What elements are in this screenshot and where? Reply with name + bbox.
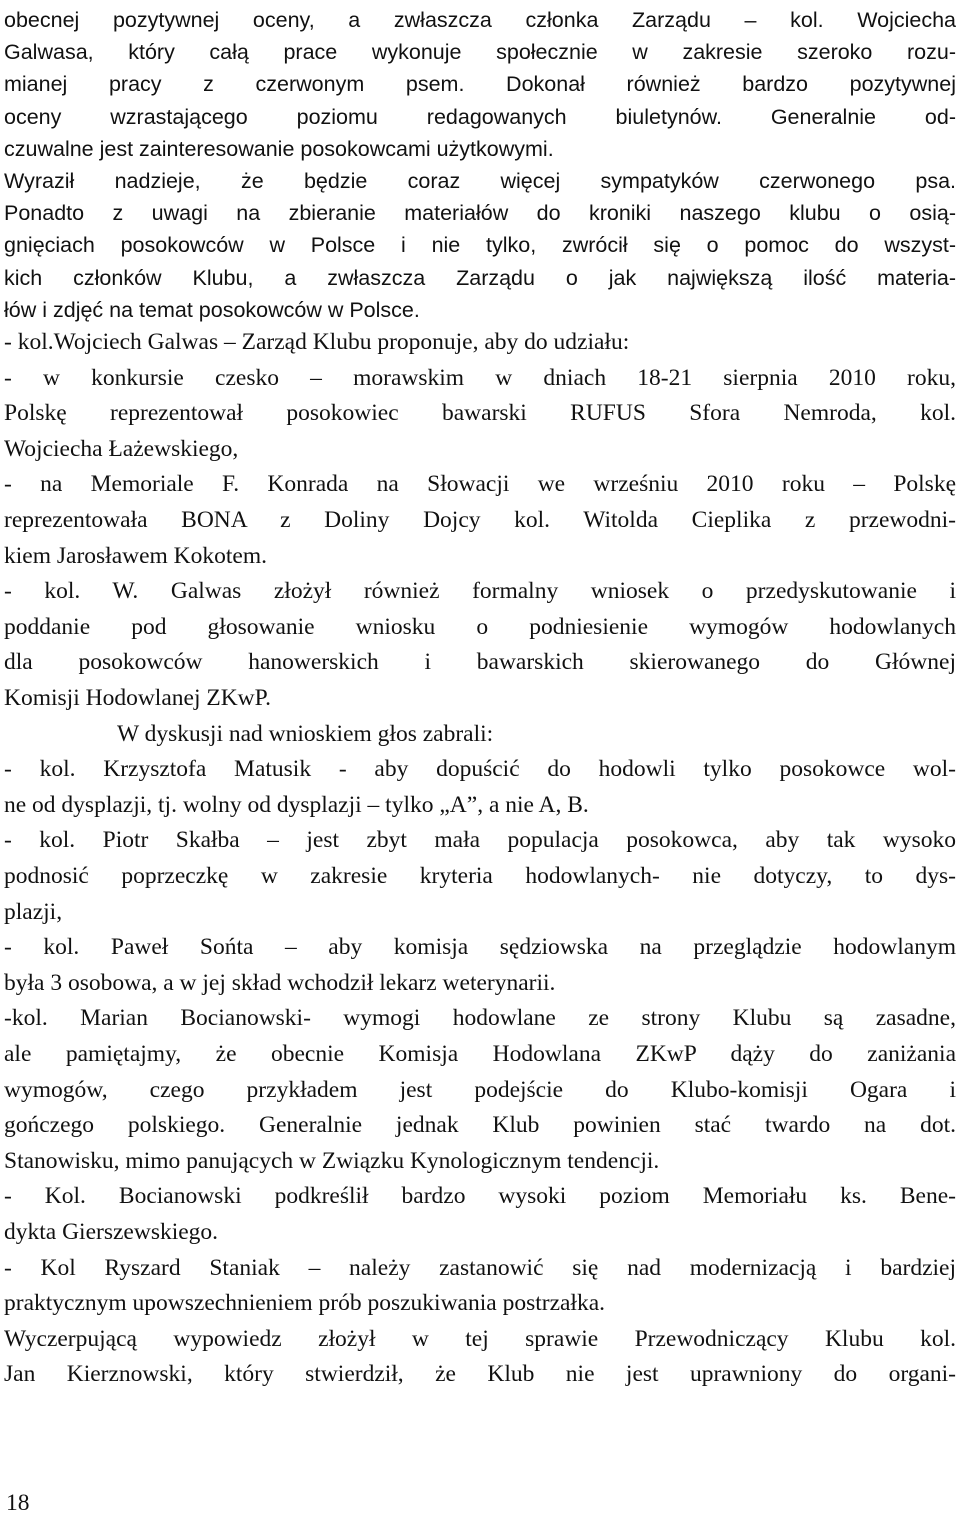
text-line: W dyskusji nad wnioskiem głos zabrali:: [117, 720, 494, 747]
text-line: praktycznym upowszechnieniem prób poszukiwania postrzałka.: [4, 1290, 606, 1317]
page-number: 18: [6, 1490, 30, 1516]
text-line: plazji,: [4, 898, 63, 925]
text-line: reprezentowała BONA z Doliny Dojcy kol. Witolda Cieplika z przewodni-: [4, 507, 956, 533]
text-line: - Kol. Bocianowski podkreślił bardzo wysoki poziom Memoriału ks. Bene-: [4, 1183, 956, 1210]
text-line: - kol.Wojciech Galwas – Zarząd Klubu proponuje, aby do udziału:: [4, 329, 630, 355]
text-line: - kol. Krzysztofa Matusik - aby dopuścić do hodowli tylko posokowce wol-: [4, 756, 956, 783]
text-line: - na Memoriale F. Konrada na Słowacji we wrześniu 2010 roku – Polskę: [4, 471, 956, 498]
text-line: - w konkursie czesko – morawskim w dniach 18-21 sierpnia 2010 roku,: [4, 364, 956, 391]
text-line: dla posokowców hanowerskich i bawarskich skierowanego do Głównej: [4, 649, 956, 676]
text-line: kiem Jarosławem Kokotem.: [4, 542, 268, 569]
text-line: - kol. Piotr Skałba – jest zbyt mała populacja posokowca, aby tak wysoko: [4, 827, 956, 854]
text-line: mianej pracy z czerwonym psem. Dokonał również bardzo pozytywnej: [4, 72, 956, 97]
text-line: -kol. Marian Bocianowski- wymogi hodowlane ze strony Klubu są zasadne,: [4, 1005, 956, 1032]
text-line: łów i zdjęć na temat posokowców w Polsce.: [4, 297, 420, 322]
text-line: czuwalne jest zainteresowanie posokowcami użytkowymi.: [4, 136, 554, 161]
text-line: podnosić poprzeczkę w zakresie kryteria hodowlanych- nie dotyczy, to dys-: [4, 863, 956, 889]
text-line: obecnej pozytywnej oceny, a zwłaszcza członka Zarządu – kol. Wojciecha: [4, 8, 956, 32]
text-line: Wyraził nadzieje, że będzie coraz więcej sympatyków czerwonego psa.: [4, 169, 956, 193]
text-line: Wojciecha Łażewskiego,: [4, 435, 239, 462]
text-line: Wyczerpującą wypowiedz złożył w tej sprawie Przewodniczący Klubu kol.: [4, 1325, 956, 1352]
text-line: gończego polskiego. Generalnie jednak Klub powinien stać twardo na dot.: [4, 1112, 956, 1139]
text-line: Galwasa, który całą prace wykonuje społecznie w zakresie szeroko rozu-: [4, 40, 956, 65]
text-line: kich członków Klubu, a zwłaszcza Zarządu o jak największą ilość materia-: [4, 265, 956, 290]
text-line: Stanowisku, mimo panujących w Związku Kynologicznym tendencji.: [4, 1147, 660, 1174]
text-line: Ponadto z uwagi na zbieranie materiałów do kroniki naszego klubu o osią-: [4, 201, 956, 226]
text-line: była 3 osobowa, a w jej skład wchodził lekarz weterynarii.: [4, 969, 556, 996]
text-line: - kol. W. Galwas złożył również formalny wniosek o przedyskutowanie i: [4, 578, 956, 605]
text-line: gnięciach posokowców w Polsce i nie tylko, zwrócił się o pomoc do wszyst-: [4, 233, 956, 258]
text-line: - Kol Ryszard Staniak – należy zastanowić się nad modernizacją i bardziej: [4, 1254, 956, 1281]
text-line: Polskę reprezentował posokowiec bawarski RUFUS Sfora Nemroda, kol.: [4, 400, 956, 427]
text-line: poddanie pod głosowanie wniosku o podniesienie wymogów hodowlanych: [4, 613, 956, 640]
text-line: - kol. Paweł Sońta – aby komisja sędziowska na przeglądzie hodowlanym: [4, 934, 956, 961]
text-line: oceny wzrastającego poziomu redagowanych biuletynów. Generalnie od-: [4, 104, 956, 129]
text-line: ne od dysplazji, tj. wolny od dysplazji – tylko „A”, a nie A, B.: [4, 791, 589, 818]
text-line: wymogów, czego przykładem jest podejście do Klubo-komisji Ogara i: [4, 1076, 956, 1103]
text-line: ale pamiętajmy, że obecnie Komisja Hodowlana ZKwP dąży do zaniżania: [4, 1041, 956, 1067]
text-line: Komisji Hodowlanej ZKwP.: [4, 685, 271, 711]
text-line: Jan Kierznowski, który stwierdził, że Klub nie jest uprawniony do organi-: [4, 1361, 956, 1388]
text-line: dykta Gierszewskiego.: [4, 1219, 219, 1245]
